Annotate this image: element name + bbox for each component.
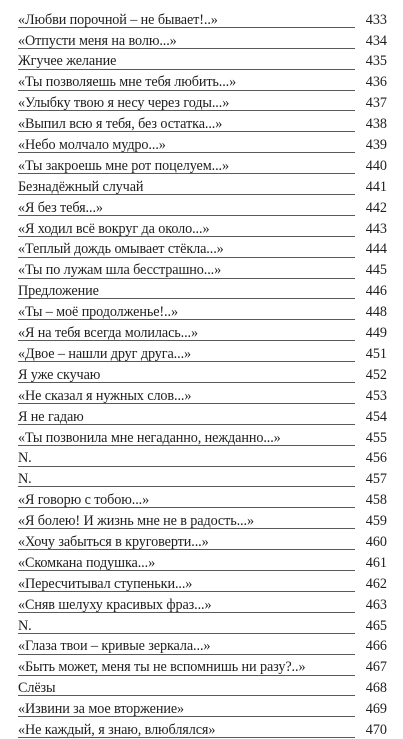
toc-entry-title: «Улыбку твою я несу через годы...» bbox=[18, 95, 230, 112]
toc-entry bbox=[18, 217, 387, 238]
toc-entry-title: «Я ходил всё вокруг да около...» bbox=[18, 220, 210, 237]
toc-entry-page-number: 470 bbox=[365, 721, 387, 738]
toc-entry-page-number: 455 bbox=[365, 429, 387, 446]
toc-entry-title: «Я на тебя всегда молилась...» bbox=[18, 325, 198, 342]
toc-entry bbox=[18, 697, 387, 718]
toc-entry-title: «Пересчитывал ступеньки...» bbox=[18, 575, 193, 592]
table-of-contents bbox=[18, 8, 387, 739]
toc-entry-page-number: 448 bbox=[365, 304, 387, 321]
toc-entry-page-number: 449 bbox=[365, 325, 387, 342]
toc-entry-page-number: 466 bbox=[365, 638, 387, 655]
toc-entry-page-number: 434 bbox=[365, 32, 387, 49]
toc-leader-rule bbox=[18, 675, 355, 676]
toc-entry-title: Предложение bbox=[18, 283, 99, 300]
toc-entry-page-number: 433 bbox=[365, 11, 387, 28]
toc-entry-page-number: 465 bbox=[365, 617, 387, 634]
toc-entry-page-number: 436 bbox=[365, 74, 387, 91]
toc-entry-title: «Я болею! И жизнь мне не в радость...» bbox=[18, 513, 254, 530]
toc-entry-page-number: 458 bbox=[365, 492, 387, 509]
toc-entry bbox=[18, 384, 387, 405]
toc-entry bbox=[18, 405, 387, 426]
toc-entry bbox=[18, 656, 387, 677]
toc-entry-title: «Любви порочной – не бывает!..» bbox=[18, 11, 218, 28]
toc-entry-title: «Скомкана подушка...» bbox=[18, 554, 156, 571]
toc-leader-rule bbox=[18, 486, 355, 487]
toc-entry-title: «Ты закроешь мне рот поцелуем...» bbox=[18, 157, 229, 174]
toc-entry bbox=[18, 488, 387, 509]
toc-entry bbox=[18, 426, 387, 447]
toc-entry bbox=[18, 593, 387, 614]
toc-entry-title: Жгучее желание bbox=[18, 53, 117, 70]
toc-entry bbox=[18, 238, 387, 259]
toc-entry-page-number: 469 bbox=[365, 701, 387, 718]
toc-entry-page-number: 440 bbox=[365, 157, 387, 174]
toc-entry-title: «Быть может, меня ты не вспомнишь ни разу?..» bbox=[18, 659, 306, 676]
toc-entry bbox=[18, 29, 387, 50]
toc-entry-page-number: 446 bbox=[365, 283, 387, 300]
toc-entry-page-number: 451 bbox=[365, 345, 387, 362]
toc-entry-page-number: 438 bbox=[365, 116, 387, 133]
toc-entry-page-number: 441 bbox=[365, 178, 387, 195]
toc-leader-rule bbox=[18, 695, 355, 696]
toc-entry-page-number: 460 bbox=[365, 533, 387, 550]
toc-entry bbox=[18, 321, 387, 342]
toc-entry bbox=[18, 447, 387, 468]
toc-entry bbox=[18, 342, 387, 363]
toc-entry-page-number: 435 bbox=[365, 53, 387, 70]
toc-entry-page-number: 452 bbox=[365, 366, 387, 383]
toc-entry-page-number: 456 bbox=[365, 450, 387, 467]
toc-entry-title: «Ты позволяешь мне тебя любить...» bbox=[18, 74, 237, 91]
toc-entry-title: «Отпусти меня на волю...» bbox=[18, 32, 177, 49]
toc-entry-title: «Ты позвонила мне негаданно, нежданно...» bbox=[18, 429, 281, 446]
toc-entry-title: «Я без тебя...» bbox=[18, 199, 103, 216]
toc-entry-page-number: 444 bbox=[365, 241, 387, 258]
toc-entry bbox=[18, 530, 387, 551]
toc-entry bbox=[18, 614, 387, 635]
toc-entry-title: «Небо молчало мудро...» bbox=[18, 137, 166, 154]
toc-entry bbox=[18, 468, 387, 489]
toc-entry bbox=[18, 509, 387, 530]
toc-entry bbox=[18, 92, 387, 113]
toc-entry-page-number: 463 bbox=[365, 596, 387, 613]
toc-entry-title: «Глаза твои – кривые зеркала...» bbox=[18, 638, 211, 655]
toc-leader-rule bbox=[18, 612, 355, 613]
toc-entry-title: «Ты по лужам шла бесстрашно...» bbox=[18, 262, 222, 279]
toc-entry bbox=[18, 718, 387, 739]
toc-entry bbox=[18, 71, 387, 92]
toc-entry-title: N. bbox=[18, 471, 32, 488]
toc-entry-page-number: 443 bbox=[365, 220, 387, 237]
toc-leader-rule bbox=[18, 737, 355, 738]
toc-leader-rule bbox=[18, 466, 355, 467]
toc-entry-title: «Ты – моё продолженье!..» bbox=[18, 304, 178, 321]
toc-leader-rule bbox=[18, 654, 355, 655]
toc-entry-title: Безнадёжный случай bbox=[18, 178, 144, 195]
toc-entry bbox=[18, 363, 387, 384]
toc-entry-page-number: 445 bbox=[365, 262, 387, 279]
toc-entry-page-number: 439 bbox=[365, 137, 387, 154]
toc-entry-title: «Не каждый, я знаю, влюблялся» bbox=[18, 721, 216, 738]
toc-entry-page-number: 442 bbox=[365, 199, 387, 216]
toc-entry-title: N. bbox=[18, 450, 32, 467]
toc-entry bbox=[18, 112, 387, 133]
toc-entry-page-number: 459 bbox=[365, 513, 387, 530]
toc-entry bbox=[18, 133, 387, 154]
toc-entry-page-number: 462 bbox=[365, 575, 387, 592]
toc-entry bbox=[18, 300, 387, 321]
toc-entry-page-number: 454 bbox=[365, 408, 387, 425]
toc-entry-title: «Не сказал я нужных слов...» bbox=[18, 387, 192, 404]
toc-entry bbox=[18, 259, 387, 280]
toc-entry-page-number: 461 bbox=[365, 554, 387, 571]
toc-entry-page-number: 467 bbox=[365, 659, 387, 676]
toc-entry-page-number: 453 bbox=[365, 387, 387, 404]
toc-entry bbox=[18, 175, 387, 196]
toc-entry-title: «Выпил всю я тебя, без остатка...» bbox=[18, 116, 223, 133]
toc-entry bbox=[18, 196, 387, 217]
toc-entry-title: Я уже скучаю bbox=[18, 366, 101, 383]
toc-entry bbox=[18, 551, 387, 572]
toc-leader-rule bbox=[18, 633, 355, 634]
toc-entry bbox=[18, 50, 387, 71]
toc-entry-page-number: 468 bbox=[365, 680, 387, 697]
toc-entry-title: «Сняв шелуху красивых фраз...» bbox=[18, 596, 212, 613]
toc-entry bbox=[18, 8, 387, 29]
toc-entry-title: «Двое – нашли друг друга...» bbox=[18, 345, 192, 362]
toc-entry-title: «Я говорю с тобою...» bbox=[18, 492, 150, 509]
toc-entry-page-number: 437 bbox=[365, 95, 387, 112]
toc-entry-title: Слёзы bbox=[18, 680, 56, 697]
toc-entry-title: N. bbox=[18, 617, 32, 634]
toc-leader-rule bbox=[18, 591, 355, 592]
toc-entry bbox=[18, 280, 387, 301]
toc-leader-rule bbox=[18, 716, 355, 717]
toc-entry bbox=[18, 154, 387, 175]
toc-entry-title: «Хочу забыться в круговерти...» bbox=[18, 533, 209, 550]
toc-entry-title: «Извини за мое вторжение» bbox=[18, 701, 185, 718]
toc-entry-title: «Теплый дождь омывает стёкла...» bbox=[18, 241, 224, 258]
toc-entry bbox=[18, 635, 387, 656]
toc-entry bbox=[18, 677, 387, 698]
toc-entry-title: Я не гадаю bbox=[18, 408, 84, 425]
toc-entry-page-number: 457 bbox=[365, 471, 387, 488]
